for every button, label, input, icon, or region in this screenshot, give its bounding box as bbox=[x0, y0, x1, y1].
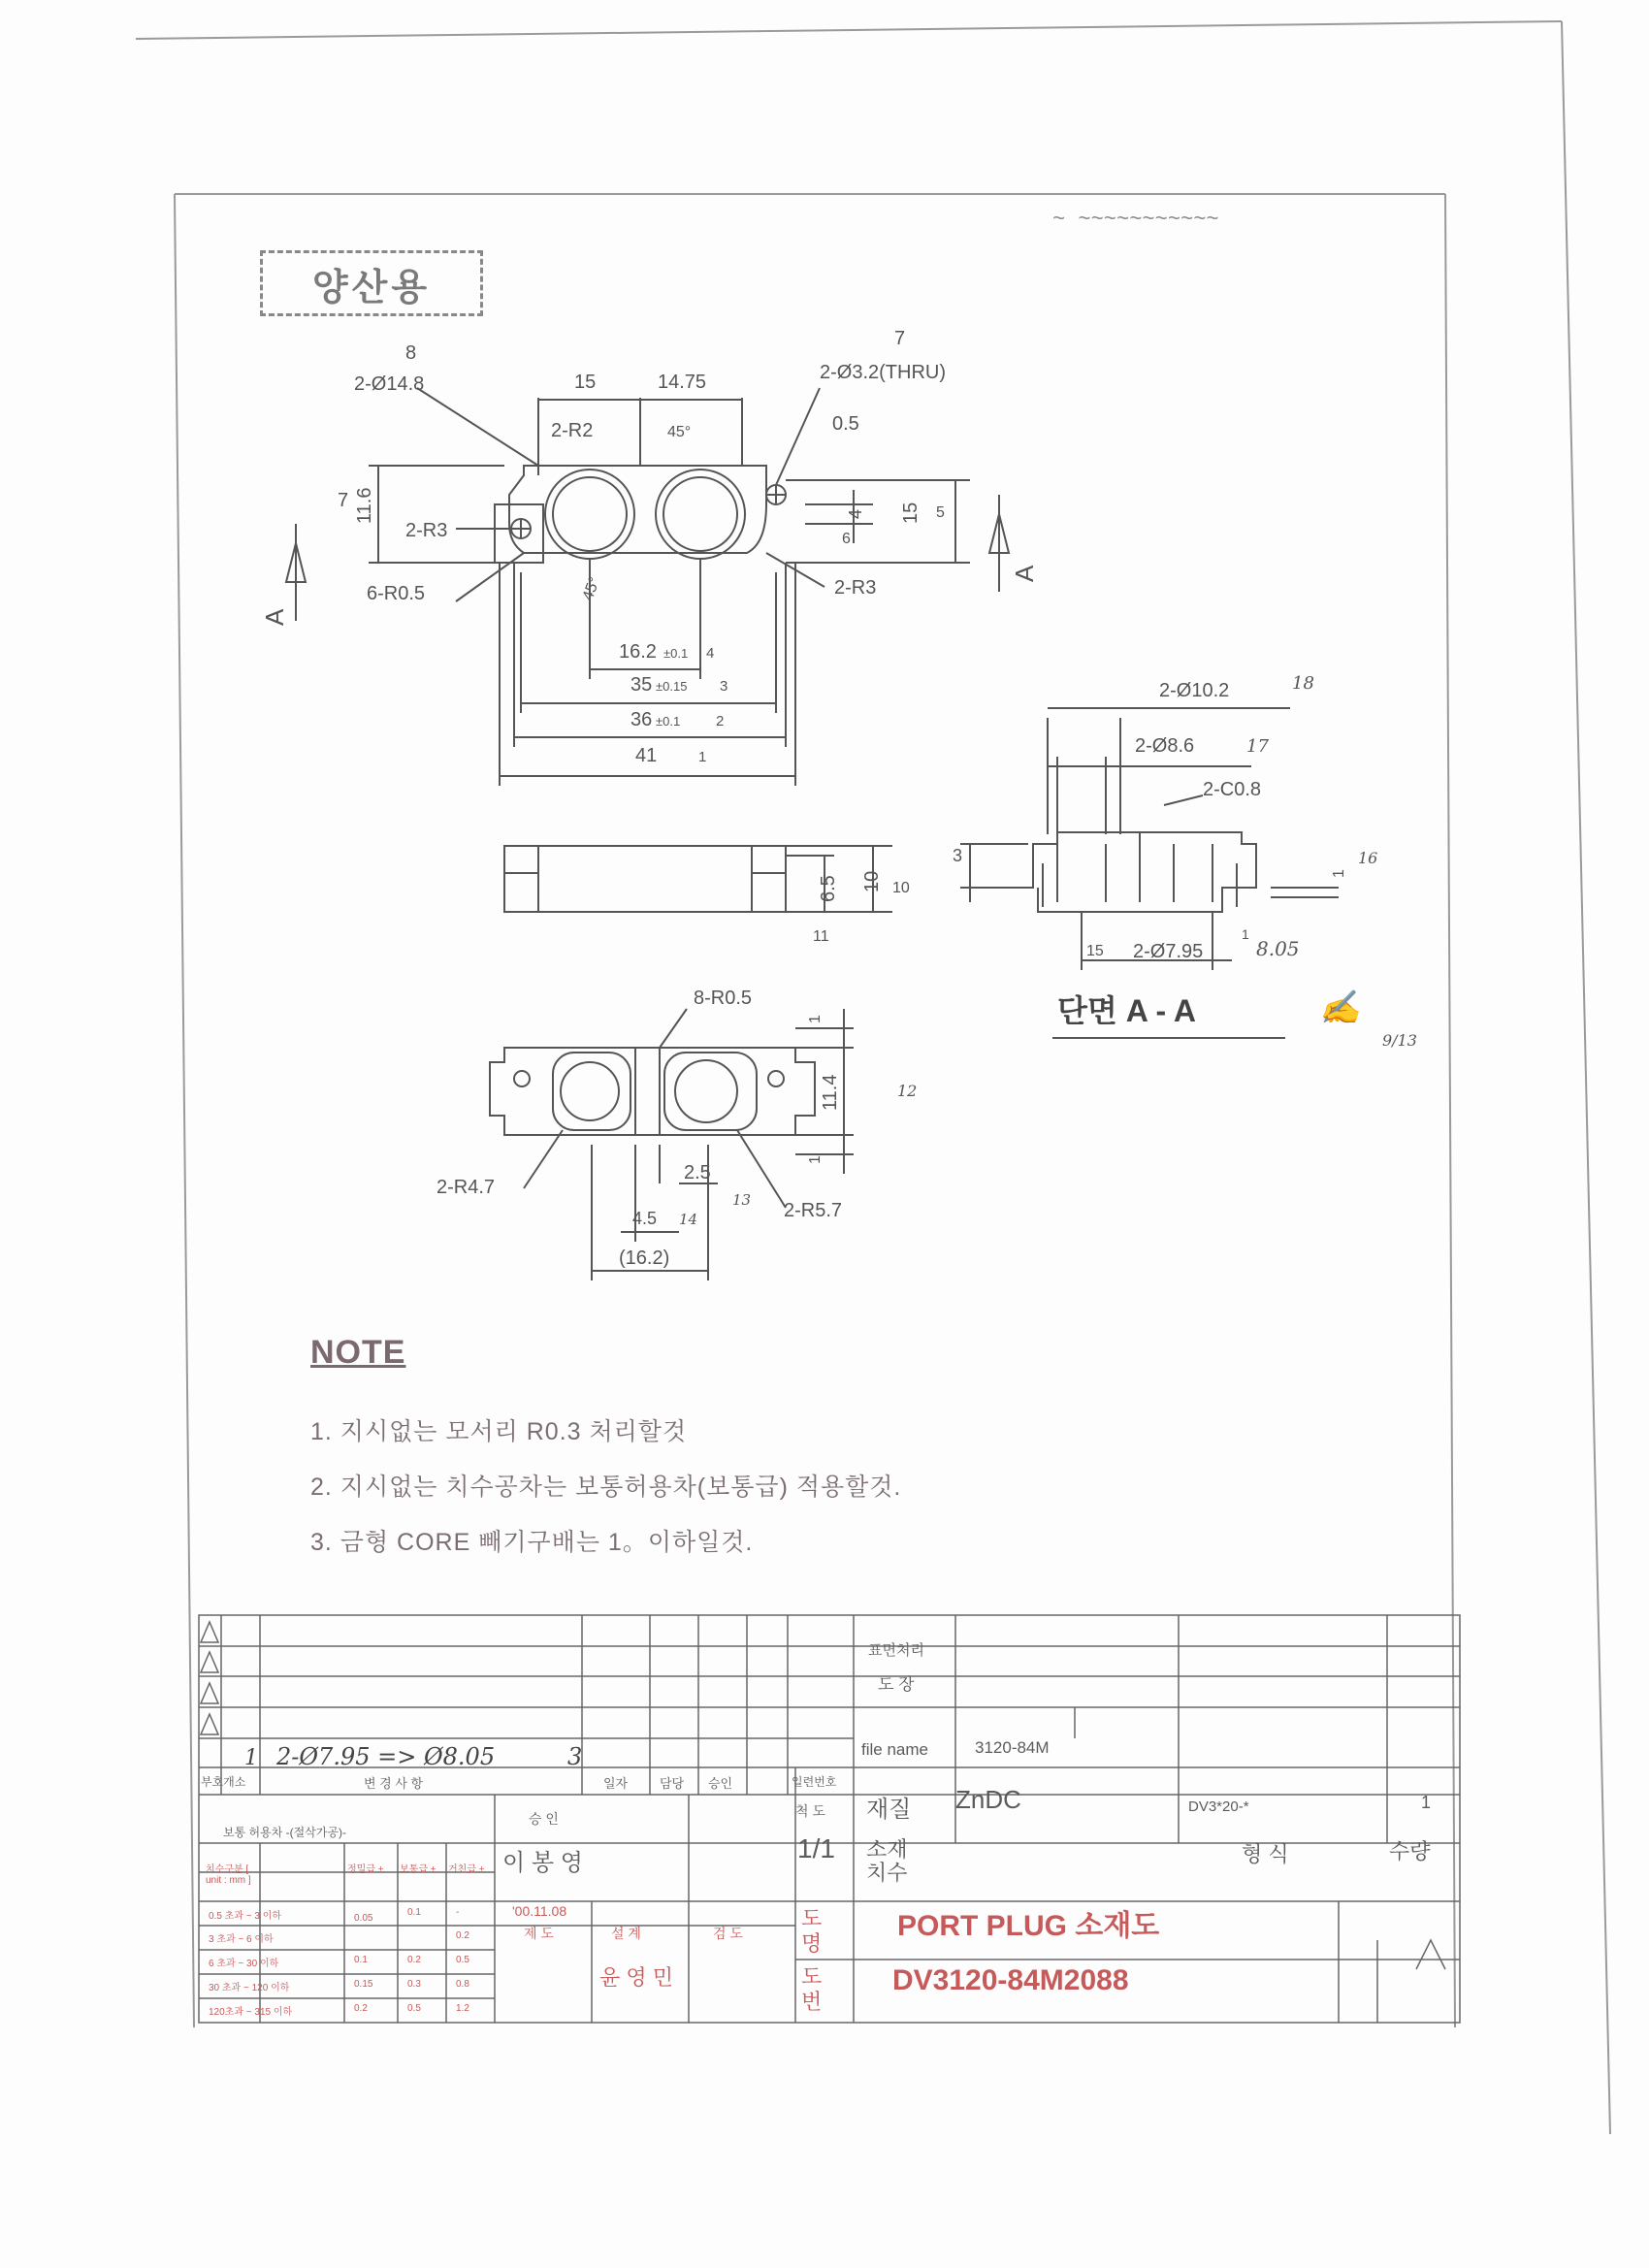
top-dim-marks: ~ ~~~~~~~~~~~ bbox=[1052, 208, 1219, 232]
header-charge: 담당 bbox=[660, 1776, 685, 1791]
material-label: 재질 bbox=[866, 1797, 912, 1823]
tol-row-3-range: 6 초과 ~ 30 이하 bbox=[209, 1959, 279, 1969]
signature-date: 9/13 bbox=[1382, 1031, 1417, 1050]
dim-0-5: 0.5 bbox=[832, 413, 859, 435]
dim-r4-7: 2-R4.7 bbox=[436, 1177, 496, 1198]
balloon-8: 8 bbox=[405, 342, 417, 364]
note-item-1: 1. 지시없는 모서리 R0.3 처리할것 bbox=[310, 1418, 688, 1445]
scale-label: 척 도 bbox=[795, 1803, 825, 1819]
dim-10: 10 bbox=[861, 870, 883, 892]
dim-15-side: 15 bbox=[900, 502, 922, 524]
model-label: 형 식 bbox=[1242, 1842, 1289, 1866]
section-title: 단면 A - A bbox=[1057, 993, 1196, 1028]
dim-r0-5: 6-R0.5 bbox=[367, 583, 426, 604]
mass-production-stamp: 양산용 bbox=[260, 250, 483, 316]
dim-dia-14-8: 2-Ø14.8 bbox=[354, 373, 425, 395]
dim-6-5: 6.5 bbox=[818, 875, 839, 902]
header-approve: 승인 bbox=[708, 1776, 733, 1791]
note-item-3: 3. 금형 CORE 빼기구배는 1。이하일것. bbox=[310, 1529, 754, 1556]
check-label: 검 도 bbox=[713, 1926, 743, 1941]
drawing-no-label: 도 번 bbox=[801, 1964, 823, 2014]
signature: ✍ bbox=[1319, 988, 1361, 1027]
revision-mark: 1 bbox=[244, 1746, 258, 1770]
surface-treatment-label: 표면처리 bbox=[868, 1642, 924, 1659]
tol-row-5-coarse: 1.2 bbox=[456, 2003, 469, 2014]
angle-45-bottom: 45° bbox=[579, 574, 604, 603]
tol-row-4-medium: 0.3 bbox=[407, 1979, 421, 1990]
balloon-15: 15 bbox=[1086, 943, 1104, 959]
tol-row-4-fine: 0.15 bbox=[354, 1979, 373, 1990]
header-serial-no: 일련번호 bbox=[792, 1775, 837, 1789]
balloon-4: 4 bbox=[706, 645, 715, 662]
tolerance-title: 보통 허용차 -(절삭가공)- bbox=[223, 1826, 346, 1839]
approval-label: 승 인 bbox=[529, 1811, 559, 1827]
tol-row-3-fine: 0.1 bbox=[354, 1955, 368, 1965]
dim-41: 41 bbox=[635, 745, 658, 766]
dim-11-6: 11.6 bbox=[354, 487, 375, 524]
tol-row-4-coarse: 0.8 bbox=[456, 1979, 469, 1990]
tol-row-5-fine: 0.2 bbox=[354, 2003, 368, 2014]
drawing-name: PORT PLUG 소재도 bbox=[897, 1910, 1160, 1942]
tol-row-1-fine: 0.05 bbox=[354, 1913, 373, 1924]
tol-row-3-medium: 0.2 bbox=[407, 1955, 421, 1965]
revision-change: 2-Ø7.95 => Ø8.05 bbox=[276, 1743, 496, 1770]
balloon-13: 13 bbox=[732, 1191, 752, 1209]
balloon-11: 11 bbox=[813, 928, 829, 945]
dim-16-2-ref: (16.2) bbox=[619, 1247, 670, 1269]
drawing-number: DV3120-84M2088 bbox=[892, 1964, 1129, 1996]
tolerance-header-medium: 보통급 ± bbox=[400, 1864, 436, 1875]
dim-36: 36 bbox=[630, 709, 653, 730]
dim-4: 4 bbox=[846, 508, 865, 519]
model-code: DV3*20-* bbox=[1188, 1798, 1249, 1815]
designer-name: 윤 영 민 bbox=[599, 1965, 673, 1990]
dim-3: 3 bbox=[953, 846, 963, 865]
dim-chamfer: 2-C0.8 bbox=[1203, 779, 1262, 800]
dim-r3-right: 2-R3 bbox=[834, 577, 877, 599]
dim-15-top: 15 bbox=[574, 372, 597, 393]
header-change: 변 경 사 항 bbox=[364, 1776, 424, 1791]
balloon-1: 1 bbox=[698, 749, 707, 765]
dim-16-2: 16.2 bbox=[619, 641, 657, 663]
balloon-12: 12 bbox=[897, 1082, 918, 1100]
tol-row-1-medium: 0.1 bbox=[407, 1907, 421, 1918]
balloon-7: 7 bbox=[894, 328, 906, 349]
dim-16-2-tol: ±0.1 bbox=[663, 646, 689, 661]
tol-row-5-range: 120초과 ~ 315 이하 bbox=[209, 2007, 293, 2018]
revision-triangle-mark: 1 bbox=[1242, 926, 1249, 942]
dim-r3-left: 2-R3 bbox=[405, 520, 448, 541]
drawing-date: '00.11.08 bbox=[512, 1903, 567, 1919]
file-name-label: file name bbox=[861, 1740, 928, 1759]
tol-row-1-coarse: - bbox=[456, 1907, 460, 1918]
balloon-2: 2 bbox=[716, 713, 725, 729]
painting-label: 도 장 bbox=[878, 1675, 915, 1694]
dim-r2: 2-R2 bbox=[551, 420, 594, 441]
header-date: 일자 bbox=[603, 1776, 629, 1791]
blank-size-label: 소재 치수 bbox=[866, 1837, 908, 1885]
scale-value: 1/1 bbox=[797, 1833, 835, 1863]
notes-title: NOTE bbox=[310, 1334, 406, 1371]
tolerance-header-range: 치수구분 [ unit : mm ] bbox=[206, 1864, 251, 1886]
section-a-right: A bbox=[1010, 565, 1039, 582]
dim-dia-7-95: 2-Ø7.95 bbox=[1133, 941, 1204, 962]
balloon-17: 17 bbox=[1246, 736, 1269, 757]
dim-1-bottom: 1 bbox=[807, 1155, 824, 1164]
dim-4-5: 4.5 bbox=[632, 1209, 658, 1228]
tol-row-2-range: 3 초과 ~ 6 이하 bbox=[209, 1934, 274, 1945]
balloon-3: 3 bbox=[720, 678, 728, 695]
file-name-value: 3120-84M bbox=[975, 1738, 1050, 1757]
dim-dia-3-2: 2-Ø3.2(THRU) bbox=[820, 362, 947, 383]
approver-name: 이 봉 영 bbox=[502, 1850, 583, 1876]
balloon-10: 10 bbox=[892, 880, 910, 896]
note-item-2: 2. 지시없는 치수공차는 보통허용차(보통급) 적용할것. bbox=[310, 1474, 902, 1501]
balloon-16: 16 bbox=[1358, 849, 1378, 867]
balloon-18: 18 bbox=[1292, 673, 1314, 694]
revision-note: 3 bbox=[567, 1743, 583, 1770]
material-value: ZnDC bbox=[955, 1785, 1021, 1814]
dim-11-4: 11.4 bbox=[820, 1074, 841, 1111]
tolerance-header-fine: 정밀급 ± bbox=[347, 1864, 384, 1875]
balloon-7b: 7 bbox=[338, 490, 349, 511]
dim-dia-8-6: 2-Ø8.6 bbox=[1135, 735, 1195, 757]
dim-36-tol: ±0.1 bbox=[656, 714, 681, 729]
section-a-left: A bbox=[260, 608, 289, 626]
dim-14-75: 14.75 bbox=[658, 372, 707, 393]
dim-dia-10-2: 2-Ø10.2 bbox=[1159, 680, 1230, 701]
dim-1-top: 1 bbox=[807, 1015, 824, 1023]
header-rev-count: 부호개소 bbox=[201, 1775, 246, 1789]
dim-35: 35 bbox=[630, 674, 653, 696]
balloon-5: 5 bbox=[936, 504, 945, 521]
design-label: 설 계 bbox=[611, 1926, 641, 1941]
tol-row-4-range: 30 초과 ~ 120 이하 bbox=[209, 1983, 290, 1993]
dim-r0-5-bottom: 8-R0.5 bbox=[694, 988, 753, 1009]
dim-r5-7: 2-R5.7 bbox=[784, 1200, 843, 1221]
dim-35-tol: ±0.15 bbox=[656, 679, 688, 694]
notes-section bbox=[310, 1334, 1183, 1571]
quantity-label: 수량 bbox=[1389, 1839, 1431, 1863]
tol-row-3-coarse: 0.5 bbox=[456, 1955, 469, 1965]
balloon-14: 14 bbox=[679, 1211, 698, 1228]
quantity-value: 1 bbox=[1421, 1793, 1432, 1812]
tolerance-header-coarse: 거친급 ± bbox=[448, 1864, 485, 1875]
tol-row-5-medium: 0.5 bbox=[407, 2003, 421, 2014]
balloon-6: 6 bbox=[842, 531, 851, 547]
tol-row-2-coarse: 0.2 bbox=[456, 1930, 469, 1941]
angle-45-top: 45° bbox=[667, 424, 692, 440]
handwritten-revised-value: 8.05 bbox=[1256, 937, 1300, 960]
drawn-label: 제 도 bbox=[524, 1926, 554, 1941]
dim-1: 1 bbox=[1331, 869, 1347, 878]
dim-2-5: 2.5 bbox=[684, 1162, 711, 1183]
tol-row-1-range: 0.5 초과 ~ 3 이하 bbox=[209, 1911, 282, 1922]
drawing-name-label: 도 명 bbox=[801, 1906, 823, 1956]
